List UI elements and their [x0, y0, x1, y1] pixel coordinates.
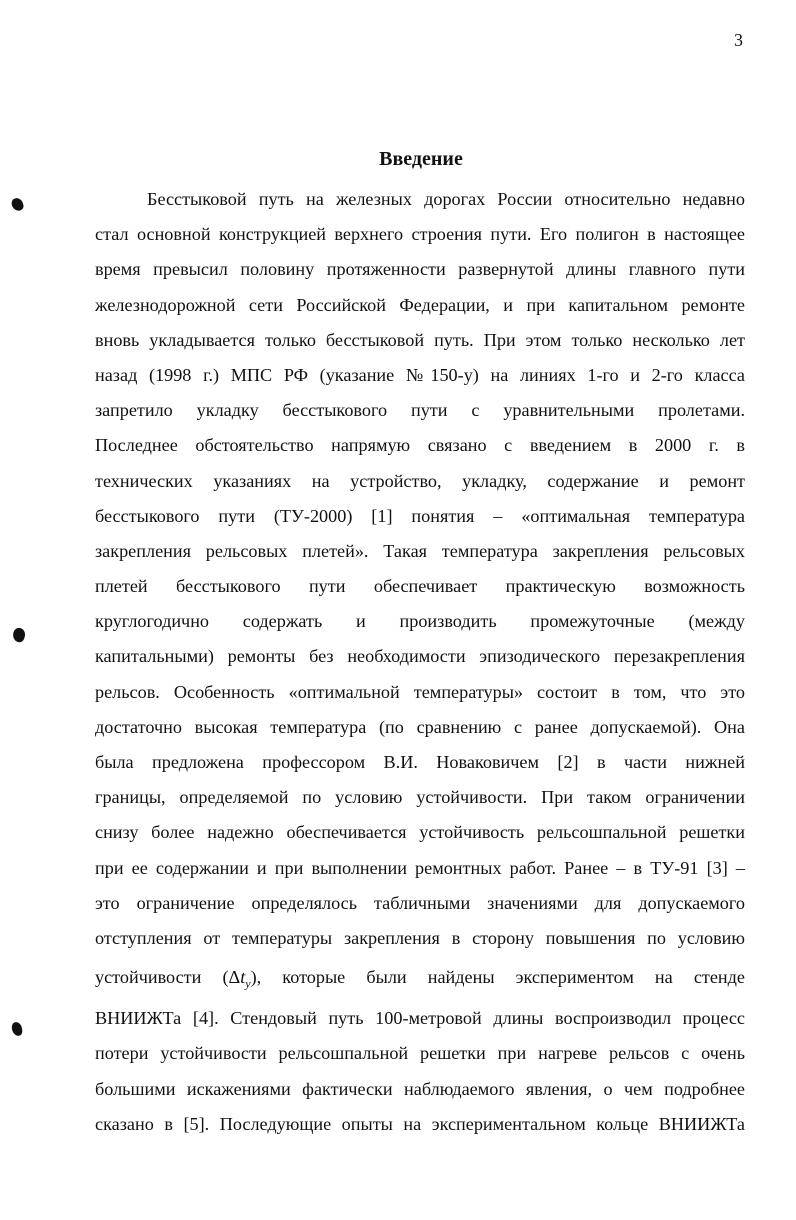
text-line: границы, определяемой по условию устойчивости. При таком ограничении	[95, 787, 745, 808]
body-text	[95, 182, 745, 1142]
text-line: Последнее обстоятельство напрямую связано с введением в 2000 г. в	[95, 435, 745, 456]
text-line: потери устойчивости рельсошпальной решетки при нагреве рельсов с очень	[95, 1043, 745, 1064]
text-line: отступления от температуры закрепления в сторону повышения по условию	[95, 927, 745, 948]
text-line: при ее содержании и при выполнении ремонтных работ. Ранее – в ТУ-91 [3] –	[95, 857, 745, 878]
scan-mark	[10, 197, 25, 213]
text-line: большими искажениями фактически наблюдаемого явления, о чем подробнее	[95, 1078, 745, 1099]
text-line: снизу более надежно обеспечивается устойчивость рельсошпальной решетки	[95, 822, 745, 843]
text-line: сказано в [5]. Последующие опыты на экспериментальном кольце ВНИИЖТа	[95, 1113, 745, 1134]
text-line: это ограничение определялось табличными значениями для допускаемого	[95, 892, 745, 913]
text-line: достаточно высокая температура (по сравнению с ранее допускаемой). Она	[95, 716, 745, 737]
text-line: плетей бесстыкового пути обеспечивает практическую возможность	[95, 576, 745, 597]
page-number: 3	[734, 30, 743, 50]
text-line: технических указаниях на устройство, укладку, содержание и ремонт	[95, 470, 745, 491]
text-line: вновь укладывается только бесстыковой путь. При этом только несколько лет	[95, 329, 745, 350]
text-line: рельсов. Особенность «оптимальной температуры» состоит в том, что это	[95, 681, 745, 702]
text-line: стал основной конструкцией верхнего строения пути. Его полигон в настоящее	[95, 224, 745, 245]
text-line: закрепления рельсовых плетей». Такая температура закрепления рельсовых	[95, 540, 745, 561]
text-line: бесстыкового пути (ТУ-2000) [1] понятия – «оптимальная температура	[95, 505, 745, 526]
text-line: ВНИИЖТа [4]. Стендовый путь 100-метровой длины воспроизводил процесс	[95, 1008, 745, 1029]
text-line: устойчивости $(\Delta t_у)$, которые были найдены экспериментом на стенде	[95, 967, 745, 991]
text-line: запретило укладку бесстыкового пути с уравнительными пролетами.	[95, 400, 745, 421]
scan-mark	[11, 1021, 23, 1037]
text-line: Бесстыковой путь на железных дорогах России относительно недавно	[147, 189, 745, 209]
page-title: Введение	[379, 148, 463, 170]
text-line: время превысил половину протяженности развернутой длины главного пути	[95, 259, 745, 280]
scan-mark	[11, 627, 26, 644]
text-line: железнодорожной сети Российской Федерации, и при капитальном ремонте	[95, 294, 745, 315]
text-line: была предложена профессором В.И. Новаковичем [2] в части нижней	[95, 752, 745, 772]
text-line: круглогодично содержать и производить промежуточные (между	[95, 611, 745, 632]
text-line: назад (1998 г.) МПС РФ (указание №150-у) на линиях 1-го и 2-го класса	[95, 364, 745, 385]
text-line: капитальными) ремонты без необходимости эпизодического перезакрепления	[95, 646, 745, 667]
